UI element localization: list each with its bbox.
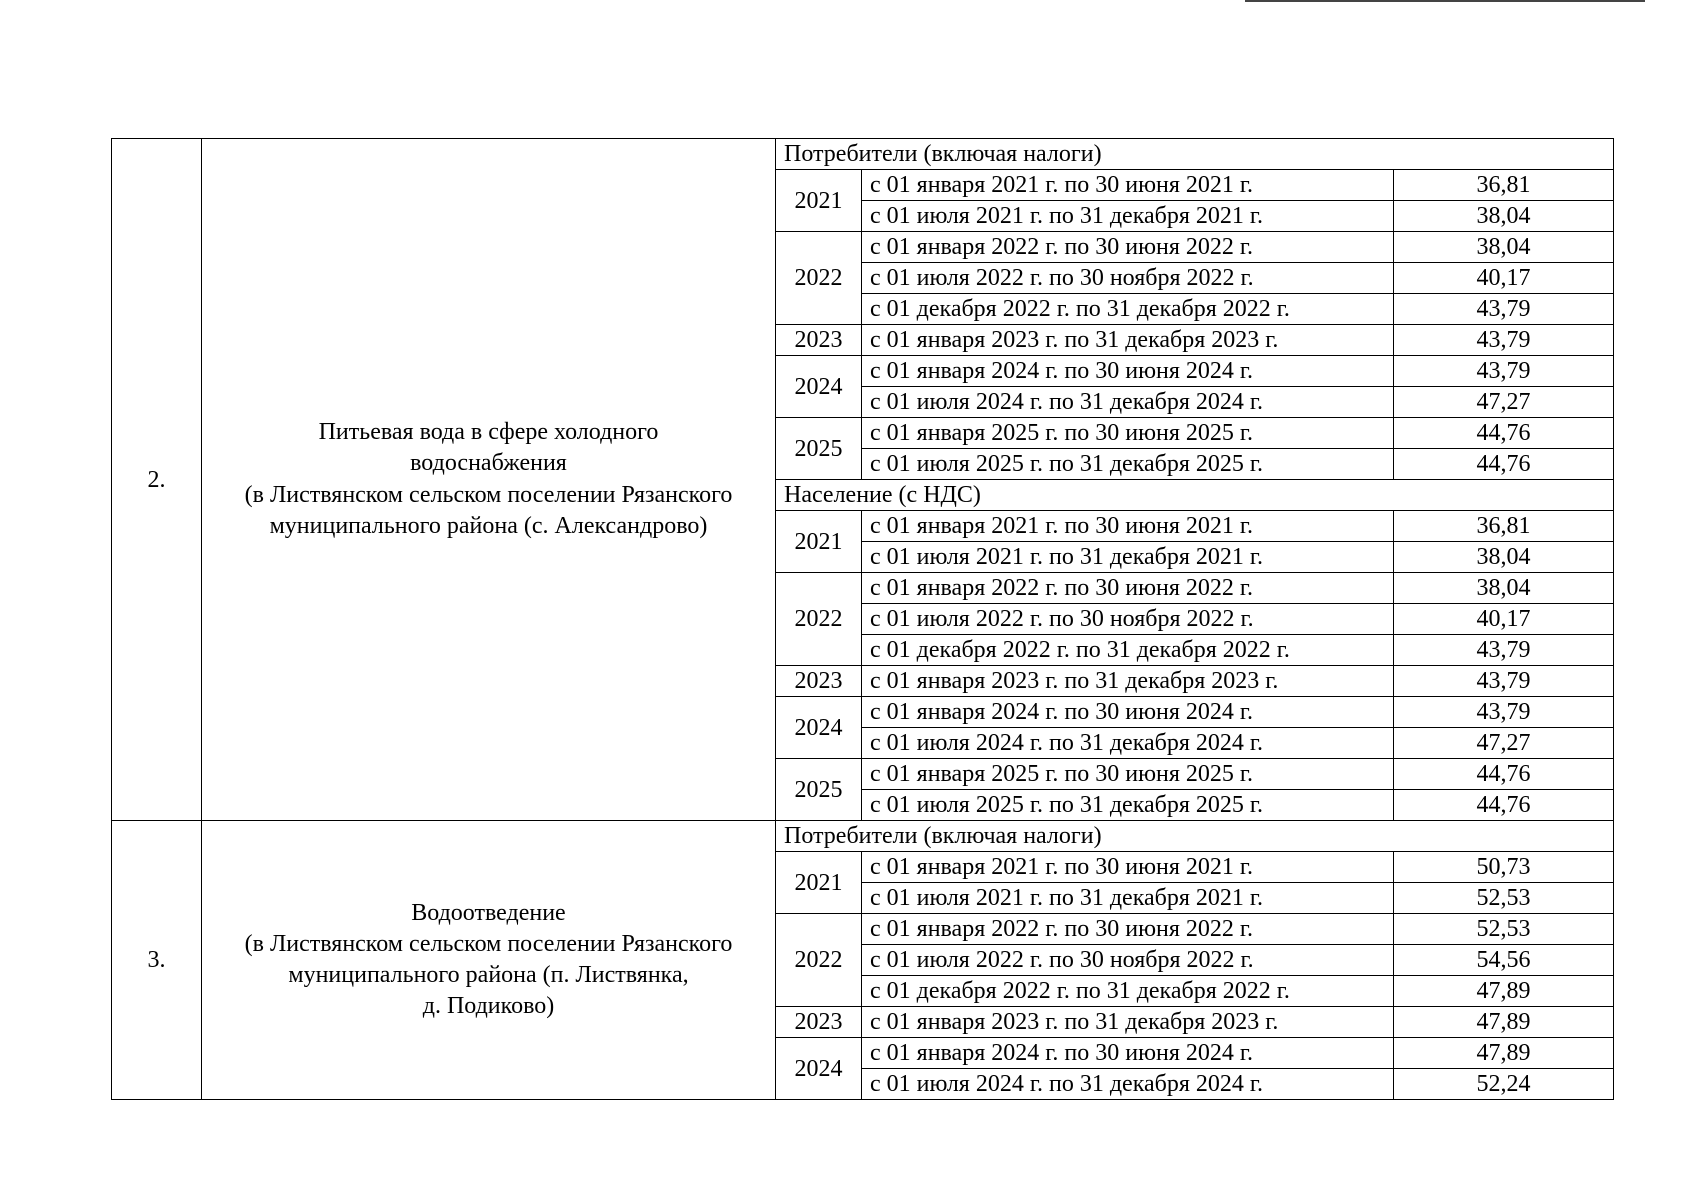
period-cell: с 01 июля 2025 г. по 31 декабря 2025 г. [862,449,1394,480]
period-cell: с 01 января 2024 г. по 30 июня 2024 г. [862,356,1394,387]
tariff-value-cell: 40,17 [1394,604,1614,635]
tariff-value-cell: 43,79 [1394,697,1614,728]
year-cell: 2022 [776,573,862,666]
service-line: муниципального района (с. Александрово) [269,512,708,539]
tariff-table-body [112,139,1614,1100]
year-cell: 2023 [776,1007,862,1038]
tariff-value-cell: 38,04 [1394,232,1614,263]
year-cell: 2021 [776,511,862,573]
period-cell: с 01 декабря 2022 г. по 31 декабря 2022 г. [862,976,1394,1007]
period-cell: с 01 июля 2021 г. по 31 декабря 2021 г. [862,201,1394,232]
consumer-group-title: Потребители (включая налоги) [776,821,1614,852]
tariff-value-cell: 44,76 [1394,759,1614,790]
tariff-value-cell: 50,73 [1394,852,1614,883]
tariff-value-cell: 40,17 [1394,263,1614,294]
period-cell: с 01 января 2025 г. по 30 июня 2025 г. [862,418,1394,449]
period-cell: с 01 января 2024 г. по 30 июня 2024 г. [862,1038,1394,1069]
period-cell: с 01 января 2022 г. по 30 июня 2022 г. [862,232,1394,263]
tariff-value-cell: 38,04 [1394,573,1614,604]
tariff-value-cell: 47,89 [1394,1038,1614,1069]
year-cell: 2025 [776,418,862,480]
tariff-value-cell: 44,76 [1394,449,1614,480]
period-cell: с 01 декабря 2022 г. по 31 декабря 2022 г. [862,294,1394,325]
service-line: Водоотведение [411,899,566,926]
tariff-value-cell: 36,81 [1394,511,1614,542]
tariff-value-cell: 38,04 [1394,201,1614,232]
year-cell: 2021 [776,852,862,914]
period-cell: с 01 июля 2022 г. по 30 ноября 2022 г. [862,945,1394,976]
year-cell: 2022 [776,232,862,325]
tariff-value-cell: 43,79 [1394,635,1614,666]
service-description [202,139,776,821]
period-cell: с 01 января 2021 г. по 30 июня 2021 г. [862,511,1394,542]
period-cell: с 01 июля 2021 г. по 31 декабря 2021 г. [862,542,1394,573]
service-line: Питьевая вода в сфере холодного [318,419,659,446]
period-cell: с 01 января 2024 г. по 30 июня 2024 г. [862,697,1394,728]
tariff-value-cell: 54,56 [1394,945,1614,976]
tariff-value-cell: 43,79 [1394,294,1614,325]
period-cell: с 01 июля 2021 г. по 31 декабря 2021 г. [862,883,1394,914]
tariff-value-cell: 47,27 [1394,387,1614,418]
year-cell: 2021 [776,170,862,232]
tariff-value-cell: 44,76 [1394,790,1614,821]
year-cell: 2024 [776,356,862,418]
service-description [202,821,776,1100]
tariff-value-cell: 52,24 [1394,1069,1614,1100]
tariff-value-cell: 47,89 [1394,1007,1614,1038]
service-line: (в Листвянском сельском поселении Рязанского [244,930,733,957]
period-cell: с 01 января 2021 г. по 30 июня 2021 г. [862,852,1394,883]
period-cell: с 01 июля 2024 г. по 31 декабря 2024 г. [862,387,1394,418]
tariff-value-cell: 38,04 [1394,542,1614,573]
period-cell: с 01 января 2023 г. по 31 декабря 2023 г. [862,666,1394,697]
period-cell: с 01 января 2025 г. по 30 июня 2025 г. [862,759,1394,790]
service-line: водоснабжения [410,450,567,477]
tariff-value-cell: 47,27 [1394,728,1614,759]
period-cell: с 01 января 2023 г. по 31 декабря 2023 г. [862,325,1394,356]
period-cell: с 01 июля 2022 г. по 30 ноября 2022 г. [862,604,1394,635]
period-cell: с 01 января 2022 г. по 30 июня 2022 г. [862,914,1394,945]
tariff-value-cell: 36,81 [1394,170,1614,201]
tariff-value-cell: 44,76 [1394,418,1614,449]
period-cell: с 01 июля 2022 г. по 30 ноября 2022 г. [862,263,1394,294]
year-cell: 2025 [776,759,862,821]
group-header-row [112,139,1614,170]
period-cell: с 01 января 2023 г. по 31 декабря 2023 г. [862,1007,1394,1038]
year-cell: 2024 [776,697,862,759]
tariff-table [111,138,1614,1100]
group-header-row [112,821,1614,852]
period-cell: с 01 января 2021 г. по 30 июня 2021 г. [862,170,1394,201]
tariff-value-cell: 52,53 [1394,883,1614,914]
tariff-value-cell: 43,79 [1394,356,1614,387]
consumer-group-title: Население (с НДС) [776,480,1614,511]
tariff-value-cell: 47,89 [1394,976,1614,1007]
period-cell: с 01 июля 2024 г. по 31 декабря 2024 г. [862,728,1394,759]
service-line: (в Листвянском сельском поселении Рязанского [244,481,733,508]
row-number: 3. [112,821,202,1100]
tariff-value-cell: 52,53 [1394,914,1614,945]
top-rule [1245,0,1645,2]
tariff-value-cell: 43,79 [1394,666,1614,697]
service-line: муниципального района (п. Листвянка, [288,962,689,988]
consumer-group-title: Потребители (включая налоги) [776,139,1614,170]
period-cell: с 01 июля 2025 г. по 31 декабря 2025 г. [862,790,1394,821]
period-cell: с 01 июля 2024 г. по 31 декабря 2024 г. [862,1069,1394,1100]
service-line: д. Подиково) [422,993,555,1020]
tariff-value-cell: 43,79 [1394,325,1614,356]
year-cell: 2022 [776,914,862,1007]
year-cell: 2023 [776,666,862,697]
row-number: 2. [112,139,202,821]
period-cell: с 01 января 2022 г. по 30 июня 2022 г. [862,573,1394,604]
year-cell: 2023 [776,325,862,356]
year-cell: 2024 [776,1038,862,1100]
period-cell: с 01 декабря 2022 г. по 31 декабря 2022 г. [862,635,1394,666]
